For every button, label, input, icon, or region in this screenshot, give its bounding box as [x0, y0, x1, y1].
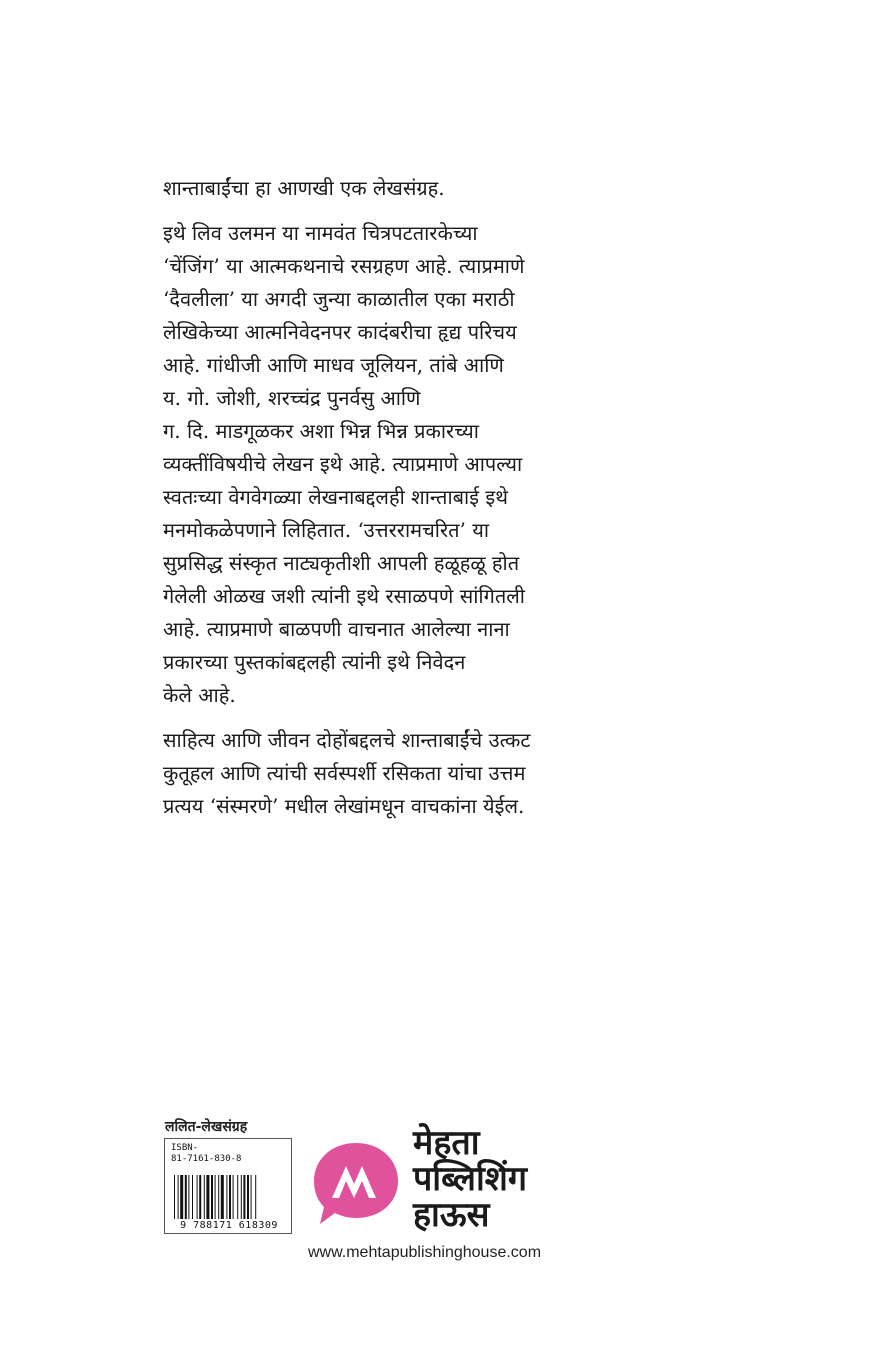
genre-label: ललित-लेखसंग्रह [165, 1119, 248, 1135]
isbn-number: 81-7161-830-8 [171, 1154, 242, 1164]
isbn-barcode [164, 1138, 292, 1234]
publisher-name [413, 1125, 527, 1233]
blurb-line: इथे लिव उलमन या नामवंत चित्रपटतारकेच्या [163, 221, 478, 245]
blurb-paragraph-3 [163, 724, 623, 823]
blurb-line: कुतूहल आणि त्यांची सर्वस्पर्शी रसिकता यांचा उत्तम [163, 761, 526, 785]
publisher-website: www.mehtapublishinghouse.com [308, 1244, 542, 1261]
blurb-line: केले आहे. [163, 683, 236, 707]
blurb-line: गेलेली ओळख जशी त्यांनी इथे रसाळपणे सांगितली [163, 584, 525, 608]
blurb-intro [163, 172, 623, 205]
blurb-paragraph-2 [163, 217, 623, 712]
publisher-name-line: मेहता [413, 1123, 480, 1163]
blurb-line: मनमोकळेपणाने लिहितात. ‘उत्तररामचरित’ या [163, 518, 490, 542]
barcode-number: 9 788171 618309 [180, 1220, 278, 1231]
blurb-line: सुप्रसिद्ध संस्कृत नाट्यकृतीशी आपली हळूहळू होत [163, 551, 520, 575]
back-cover-blurb [163, 172, 623, 835]
blurb-line: प्रकारच्या पुस्तकांबद्दलही त्यांनी इथे निवेदन [163, 650, 466, 674]
blurb-line: य. गो. जोशी, शरच्चंद्र पुनर्वसु आणि [163, 386, 421, 410]
publisher-logo-icon [312, 1140, 400, 1226]
blurb-line: लेखिकेच्या आत्मनिवेदनपर कादंबरीचा हृद्य परिचय [163, 320, 517, 344]
blurb-line: प्रत्यय ‘संस्मरणे’ मधील लेखांमधून वाचकांना येईल. [163, 794, 525, 818]
blurb-line: ‘चेंजिंग’ या आत्मकथनाचे रसग्रहण आहे. त्याप्रमाणे [163, 254, 525, 278]
barcode-bars [173, 1175, 285, 1219]
blurb-line: शान्ताबाईंचा हा आणखी एक लेखसंग्रह. [163, 176, 445, 200]
blurb-line: ‘दैवलीला’ या अगदी जुन्या काळातील एका मराठी [163, 287, 515, 311]
blurb-line: आहे. त्याप्रमाणे बाळपणी वाचनात आलेल्या नाना [163, 617, 510, 641]
blurb-line: ग. दि. माडगूळकर अशा भिन्न भिन्न प्रकारच्या [163, 419, 479, 443]
isbn-label: ISBN- [171, 1143, 199, 1153]
blurb-line: व्यक्तींविषयीचे लेखन इथे आहे. त्याप्रमाणे आपल्या [163, 452, 523, 476]
publisher-name-line: पब्लिशिंग [413, 1159, 528, 1199]
blurb-line: स्वतःच्या वेगवेगळ्या लेखनाबद्दलही शान्ताबाई इथे [163, 485, 509, 509]
blurb-line: साहित्य आणि जीवन दोहोंबद्दलचे शान्ताबाईंचे उत्कट [163, 728, 531, 752]
blurb-line: आहे. गांधीजी आणि माधव जूलियन, तांबे आणि [163, 353, 504, 377]
publisher-name-line: हाऊस [413, 1195, 490, 1235]
